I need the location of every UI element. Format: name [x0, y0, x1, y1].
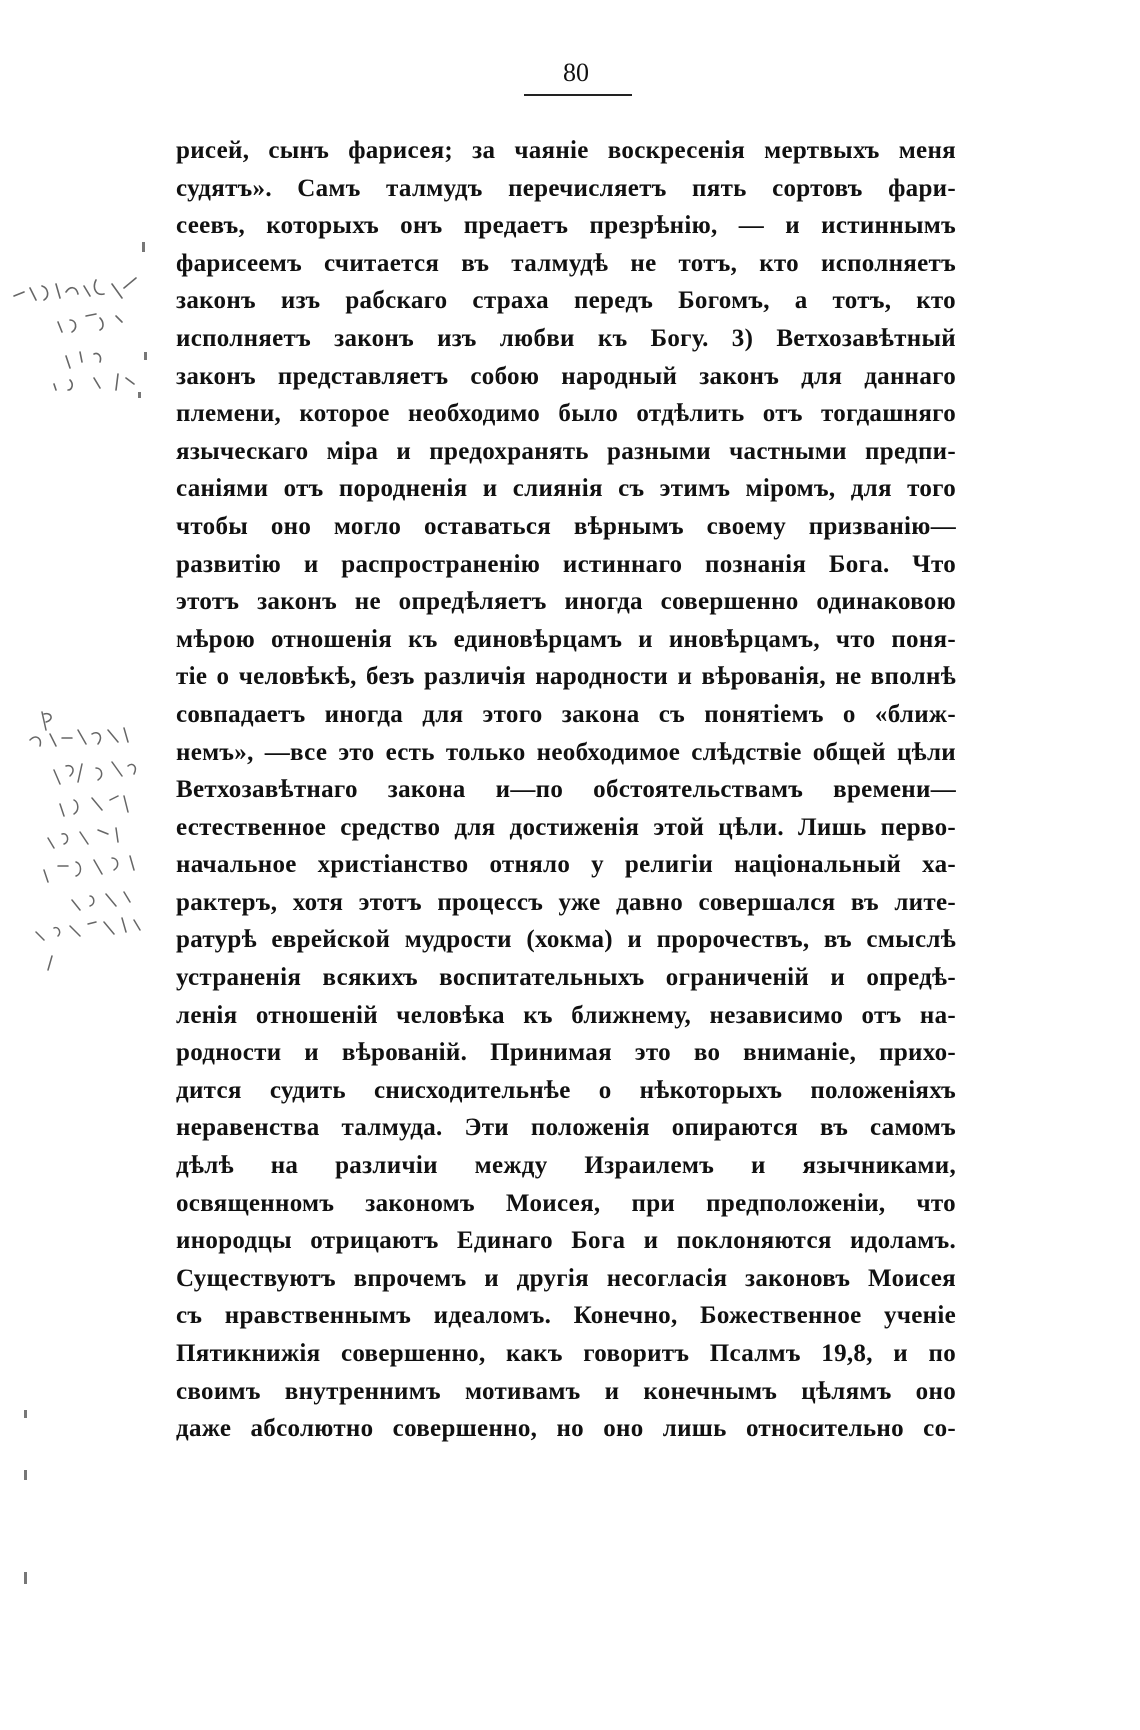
margin-tick-5: [24, 1470, 27, 1480]
text-line-5: законъ изъ рабскаго страха передъ Богомъ, а тотъ, кто: [176, 287, 956, 315]
text-line-13: этотъ законъ не опредѣляетъ иногда совершенно одинаковою: [176, 588, 956, 616]
page-number: 80: [563, 58, 589, 87]
text-line-7: законъ представляетъ собою народный законъ для даннаго: [176, 362, 956, 390]
text-line-23: устраненія всякихъ воспитательныхъ ограниченій и опредѣ-: [176, 964, 956, 992]
text-line-34: своимъ внутреннимъ мотивамъ и конечнымъ цѣлямъ оно: [176, 1377, 956, 1405]
body-text: [176, 132, 956, 1448]
margin-scribble-middle: [0, 700, 170, 1010]
margin-tick-1: [142, 242, 145, 252]
text-line-29: освященномъ закономъ Моисея, при предположеніи, что: [176, 1189, 956, 1217]
text-line-33: Пятикнижія совершенно, какъ говоритъ Псалмъ 19,8, и по: [176, 1340, 956, 1367]
text-line-17: немъ», —все это есть только необходимое слѣдствіе общей цѣли: [176, 738, 956, 766]
text-line-18: Ветхозавѣтнаго закона и—по обстоятельствамъ времени—: [176, 776, 956, 804]
text-line-12: развитію и распространенію истиннаго познанія Бога. Что: [176, 550, 956, 578]
text-line-35: даже абсолютно совершенно, но оно лишь относительно со-: [176, 1415, 956, 1443]
text-line-11: чтобы оно могло оставаться вѣрнымъ своему призванію—: [176, 512, 956, 540]
text-line-3: сеевъ, которыхъ онъ предаетъ презрѣнію, — и истиннымъ: [176, 212, 956, 240]
text-line-9: языческаго міра и предохранять разными частными предпи-: [176, 437, 956, 465]
margin-tick-4: [24, 1410, 27, 1418]
page-number-rule: [524, 94, 632, 96]
text-line-25: родности и вѣрованій. Принимая это во вниманіе, прихо-: [176, 1039, 956, 1067]
text-line-21: рактеръ, хотя этотъ процессъ уже давно совершался въ лите-: [176, 888, 956, 916]
text-line-31: Существуютъ впрочемъ и другія несогласія законовъ Моисея: [176, 1264, 956, 1292]
text-line-19: естественное средство для достиженія этой цѣли. Лишь перво-: [176, 813, 956, 841]
text-line-14: мѣрою отношенія къ единовѣрцамъ и иновѣрцамъ, что поня-: [176, 625, 956, 653]
text-line-2: судятъ». Самъ талмудъ перечисляетъ пять сортовъ фари-: [176, 174, 956, 202]
text-line-20: начальное христіанство отняло у религіи національный ха-: [176, 851, 956, 879]
text-line-28: дѣлѣ на различіи между Израилемъ и язычниками,: [176, 1152, 956, 1180]
text-line-32: съ нравственнымъ идеаломъ. Конечно, Божественное ученіе: [176, 1302, 956, 1330]
margin-scribble-top: [0, 262, 170, 412]
text-line-26: дится судить снисходительнѣе о нѣкоторыхъ положеніяхъ: [176, 1076, 956, 1104]
text-line-4: фарисеемъ считается въ талмудѣ не тотъ, кто исполняетъ: [176, 249, 956, 277]
margin-tick-2: [144, 352, 147, 360]
text-line-16: совпадаетъ иногда для этого закона съ понятіемъ о «ближ-: [176, 700, 956, 728]
text-line-22: ратурѣ еврейской мудрости (хокма) и пророчествъ, въ смыслѣ: [176, 926, 956, 954]
text-line-30: инородцы отрицаютъ Единаго Бога и поклоняются идоламъ.: [176, 1227, 956, 1255]
text-line-1: рисей, сынъ фарисея; за чаяніе воскресенія мертвыхъ меня: [176, 137, 956, 164]
text-line-6: исполняетъ законъ изъ любви къ Богу. 3) Ветхозавѣтный: [176, 324, 956, 352]
text-line-24: ленія отношеній человѣка къ ближнему, независимо отъ на-: [176, 1001, 956, 1029]
text-line-27: неравенства талмуда. Эти положенія опираются въ самомъ: [176, 1114, 956, 1142]
text-line-8: племени, которое необходимо было отдѣлить отъ тогдашняго: [176, 400, 956, 428]
margin-tick-3: [138, 392, 141, 398]
text-line-15: тіе о человѣкѣ, безъ различія народности и вѣрованія, не вполнѣ: [176, 663, 956, 691]
margin-tick-6: [24, 1572, 27, 1584]
text-line-10: саніями отъ породненія и слиянія съ этимъ міромъ, для того: [176, 475, 956, 503]
